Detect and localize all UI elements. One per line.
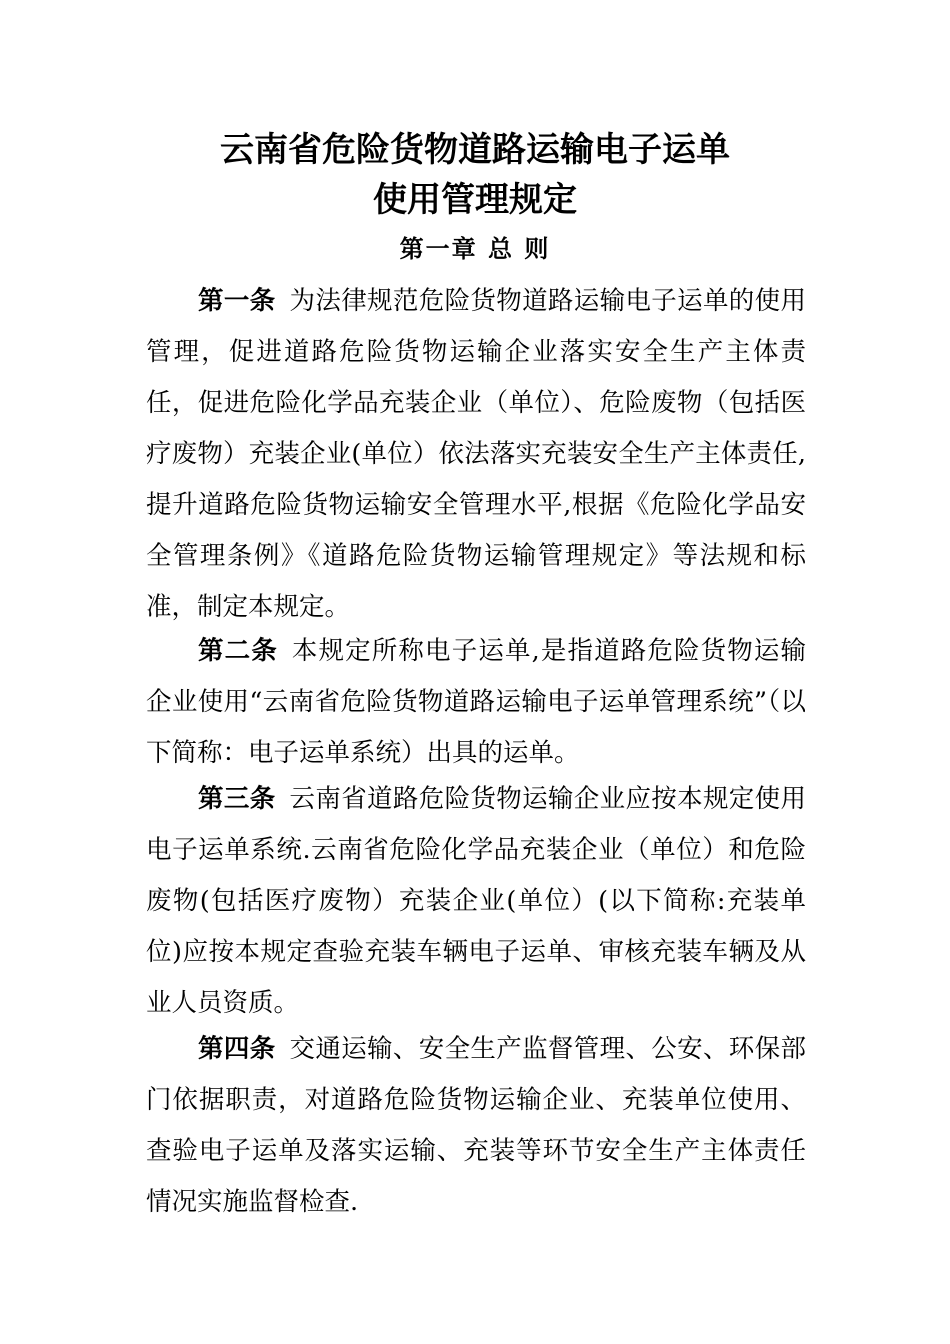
article-3-text: 云南省道路危险货物运输企业应按本规定使用电子运单系统.云南省危险化学品充装企业（单位）和危险废物(包括医疗废物）充装企业(单位）(以下简称:充装单位)应按本规定查验充装车辆电子运单、审核充装车辆及从业人员资质。 xyxy=(146,784,806,1018)
chapter-heading: 第一章 总 则 xyxy=(399,235,551,263)
article-4-label: 第四条 xyxy=(198,1034,276,1064)
article-2 xyxy=(146,626,806,779)
article-2-text: 本规定所称电子运单,是指道路危险货物运输企业使用“云南省危险货物道路运输电子运单管理系统”（以下简称：电子运单系统）出具的运单。 xyxy=(146,636,806,768)
document-title-line1: 云南省危险货物道路运输电子运单 xyxy=(220,130,730,170)
article-1 xyxy=(146,276,806,633)
document-title-line2: 使用管理规定 xyxy=(373,180,577,220)
article-4 xyxy=(146,1024,806,1228)
article-3 xyxy=(146,774,806,1029)
article-4-text: 交通运输、安全生产监督管理、公安、环保部门依据职责，对道路危险货物运输企业、充装单位使用、查验电子运单及落实运输、充装等环节安全生产主体责任情况实施监督检查. xyxy=(146,1034,806,1217)
article-1-text: 为法律规范危险货物道路运输电子运单的使用管理，促进道路危险货物运输企业落实安全生产主体责任，促进危险化学品充装企业（单位）、危险废物（包括医疗废物）充装企业(单位）依法落实充装安全生产主体责任,提升道路危险货物运输安全管理水平,根据《危险化学品安全管理条例》《道路危险货物运输管理规定》等法规和标准，制定本规定。 xyxy=(146,286,806,622)
article-1-label: 第一条 xyxy=(198,286,276,316)
article-3-label: 第三条 xyxy=(198,784,276,814)
article-2-label: 第二条 xyxy=(198,636,278,666)
